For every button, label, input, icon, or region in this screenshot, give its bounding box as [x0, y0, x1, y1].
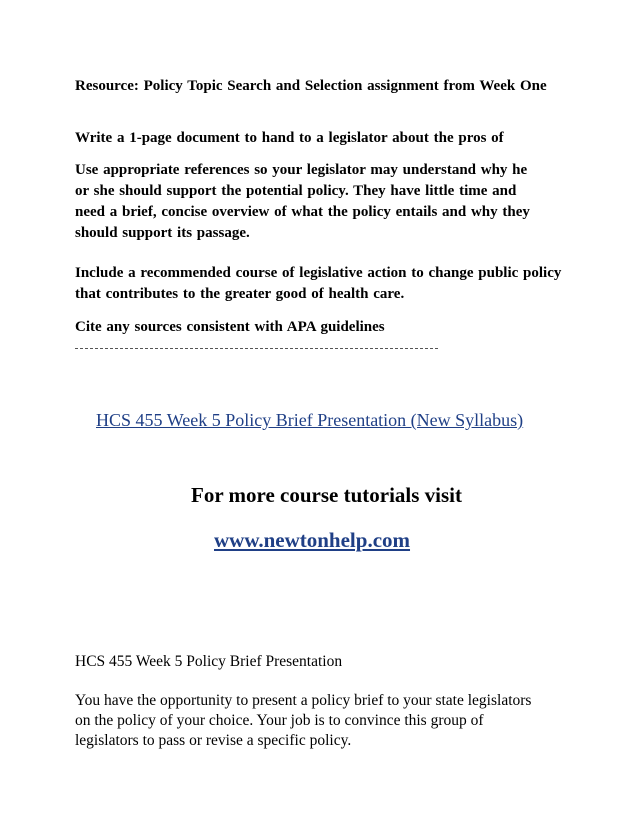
cite-line: Cite any sources consistent with APA guidelines [75, 319, 385, 335]
section-divider [75, 348, 438, 349]
resource-line: Resource: Policy Topic Search and Selection assignment from Week One [75, 78, 547, 94]
write-line: Write a 1-page document to hand to a legislator about the pros of [75, 130, 504, 146]
website-link[interactable]: www.newtonhelp.com [214, 528, 411, 552]
references-paragraph: Use appropriate references so your legislator may understand why he or she should support the potential policy. They have little time and need a brief, concise overview of what the policy entails and why they should support its passage. [75, 162, 530, 241]
section-description: You have the opportunity to present a policy brief to your state legislators on the policy of your choice. Your job is to convince this group of legislators to pass or revise a specific policy. [75, 692, 532, 749]
next-tutorial-title-link[interactable]: HCS 455 Week 5 Policy Brief Presentation (New Syllabus) [96, 410, 524, 430]
tutorials-heading: For more course tutorials visit [191, 483, 463, 507]
include-paragraph: Include a recommended course of legislative action to change public policy that contributes to the greater good of health care. [75, 265, 562, 302]
section-title: HCS 455 Week 5 Policy Brief Presentation [75, 653, 343, 670]
